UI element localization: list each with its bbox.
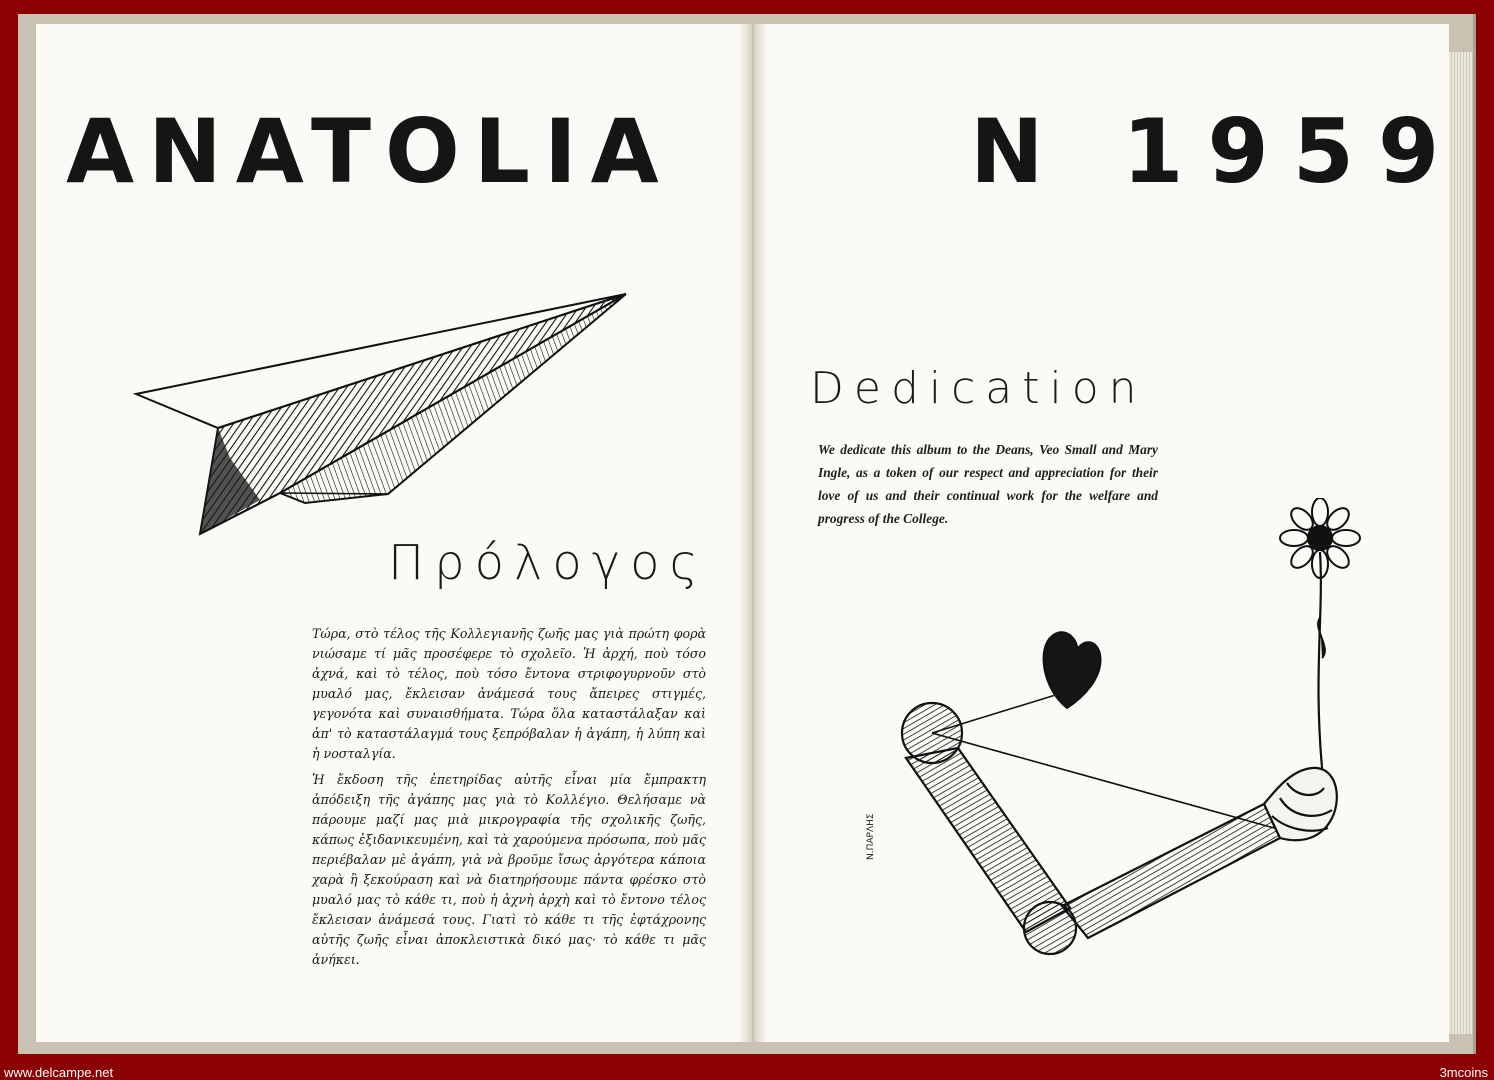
paper-airplane-illustration [130, 288, 640, 538]
prologue-heading: Πρόλογος [388, 535, 708, 591]
dedication-heading: Dedication [810, 363, 1147, 414]
flower [1280, 498, 1360, 788]
artist-signature: Ν.ΠΑΡΛΗΣ [866, 813, 876, 860]
prologue-paragraph: Ἡ ἔκδοση τῆς ἐπετηρίδας αὐτῆς εἶναι μία ἔμπρακτη ἀπόδειξη τῆς ἀγάπης μας γιὰ τὸ Κολλέγιο. Θελήσαμε νὰ πάρουμε μαζί μας μιὰ μικρογραφία τῆς σχολικῆς ζωῆς, κάπως ἐξιδανικευμένη, καὶ τὰ χαρούμενα πρόσωπα, ποὺ μᾶς περιέβαλαν μὲ ἀγάπη, γιὰ νὰ βροῦμε ἴσως ἀργότερα κάποια χαρὰ ἢ ξεκούραση καὶ νὰ διατηρήσουμε πάντα φρέσκο στὸ μυαλό μας τὸ κάθε τι, ποὺ ἡ ἀχνὴ ἀρχὴ καὶ τὸ ἔντονο τέλος ἔκλεισαν ἀνάμεσά τους. Γιατὶ τὸ κάθε τι τῆς ἑφτάχρονης αὐτῆς ζωῆς εἶναι ἀποκλειστικὰ δικό μας· τὸ κάθε τι μᾶς ἀνήκει. [312, 772, 706, 967]
arm [902, 703, 1337, 954]
watermark-left: www.delcampe.net [4, 1065, 114, 1080]
watermark-right: 3mcoins [1439, 1065, 1488, 1080]
dedication-text: We dedicate this album to the Deans, Veo Small and Mary Ingle, as a token of our respect and appreciation for their love of us and their continual work for the welfare and progress of the College. [818, 442, 1158, 526]
title-left-part: ANATOLIA [66, 100, 673, 203]
prologue-paragraph: Τώρα, στὸ τέλος τῆς Κολλεγιανῆς ζωῆς μας γιὰ πρώτη φορὰ νιώσαμε τί μᾶς προσέφερε τὸ σχολεῖο. Ἡ ἀρχή, ποὺ τόσο ἀχνά, καὶ τὸ τέλος, ποὺ τόσο ἔντονα στριφογυρνοῦν στὸ μυαλό μας, ἔκλεισαν ἀνάμεσά τους ἄπειρες στιγμές, γεγονότα καὶ συναισθήματα. Τώρα ὅλα καταστάλαξαν καὶ ἀπ' τὸ καταστάλαγμά τους ξεπρόβαλαν ἡ ἀγάπη, ἡ λύπη καὶ ἡ νοσταλγία. [312, 626, 706, 761]
title-right-part: N 1959 [970, 100, 1464, 203]
prologue-text [312, 624, 706, 970]
cover-edge [1473, 14, 1476, 1054]
arm-heart-flower-illustration [892, 498, 1372, 968]
book-gutter [739, 24, 767, 1042]
